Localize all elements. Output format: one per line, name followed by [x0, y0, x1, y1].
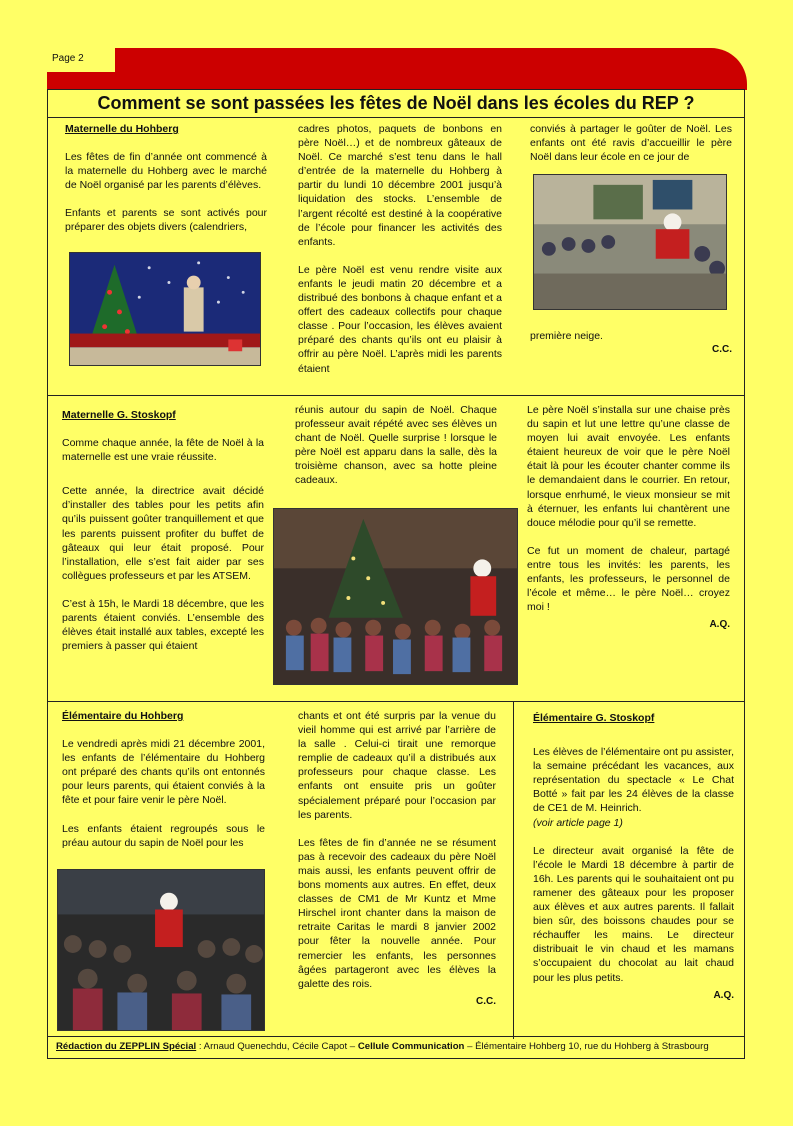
section-maternelle-hohberg-col3: [530, 122, 732, 178]
paragraph: Comme chaque année, la fête de Noël à la maternelle est une vraie réussite.: [62, 437, 264, 464]
footer-unit: Cellule Communication: [357, 1041, 465, 1052]
paragraph: Ce fut un moment de chaleur, partagé entre tous les invités: les parents, les enfants, les professeurs, le personnel de l’école et même… le père Noël… croyez moi !: [527, 544, 730, 614]
paragraph: cadres photos, paquets de bonbons en père Noël…) et de nombreux gâteaux de Noël. Ce marché s’est tenu dans le hall d’entrée de la maternelle du Hohberg à partir du lundi 10 décembre 2001 jusqu’à liquidation des stocks. L’ensemble de l’argent récolté est destiné à la coopérative de l’école pour financer les activités des enfants.: [298, 123, 502, 248]
section-maternelle-hohberg-col3-end: [530, 329, 732, 357]
paragraph: conviés à partager le goûter de Noël. Les enfants ont été ravis d’accueillir le père Noël dans leur école en ce jour de: [530, 123, 732, 164]
paragraph: Le père Noël est venu rendre visite aux enfants le jeudi matin 20 décembre et a distribué des bonbons à chaque enfant et a offert des cadeaux collectifs pour chaque classe . Pour l’occasion, les élèves avaient préparé des chants qu’ils ont eu plaisir à offrir au père Noël. L’après midi les parents étaient: [298, 263, 502, 375]
christmas-market-photo: [69, 252, 261, 366]
paragraph: Les enfants étaient regroupés sous le préau autour du sapin de Noël pour les: [62, 822, 265, 849]
signature: C.C.: [476, 995, 496, 1007]
paragraph: réunis autour du sapin de Noël. Chaque professeur avait répété avec ses élèves un chant de Noël. Quelle surprise ! lorsque le père Noël est apparu dans la salle, dès la troisième chanson, avec sa hotte pleine cadeaux.: [295, 404, 497, 487]
paragraph: C’est à 15h, le Mardi 18 décembre, que les parents étaient conviés. L’ensemble des élèves était installé aux tables, excepté les premiers à passer qui étaient: [62, 597, 264, 653]
section-divider: [48, 701, 744, 702]
section-maternelle-stoskopf-col2: [295, 403, 497, 502]
page-number-tab: Page 2: [47, 48, 115, 72]
section-heading: Élémentaire G. Stoskopf: [533, 712, 655, 724]
section-divider: [48, 395, 744, 396]
paragraph: Le vendredi après midi 21 décembre 2001, les enfants de l’élémentaire du Hohberg ont préparé des chants qu’ils ont entonnés pour leurs parents, qui étaient conviés à la fête et pour faire venir le père Noël.: [62, 738, 265, 807]
footer-address: – Élémentaire Hohberg 10, rue du Hohberg à Strasbourg: [464, 1041, 709, 1052]
paragraph: Le père Noël s’installa sur une chaise près du sapin et lut une lettre qu’une classe de moyen lui avait envoyée. Les enfants étaient heureux de voir que le père Noël était là pour les écouter chanter comme ils le demandaient dans le courrier. En retour, lorsque enrhumé, le vieux monsieur se mit à éternuer, les enfants lui chantèrent une douce mélodie pour qu’il se remette.: [527, 404, 730, 529]
article-frame: [47, 89, 745, 1059]
paragraph: chants et ont été surpris par la venue du vieil homme qui est arrivé par l’arrière de la salle . Celui-ci tirait une remorque remplie de cadeaux qu’il a distribués aux professeurs pour chaque classe. Les enfants ont ensuite pris un goûter spécialement préparé pour l’occasion par les parents.: [298, 710, 496, 821]
section-heading: Élémentaire du Hohberg: [62, 710, 184, 722]
section-maternelle-stoskopf-col1: [62, 408, 264, 667]
christmas-tree-photo: [273, 508, 518, 685]
signature: A.Q.: [709, 619, 730, 631]
paragraph: première neige.: [530, 330, 603, 342]
santa-schoolyard-photo: [57, 869, 265, 1031]
santa-visit-photo: [533, 174, 727, 310]
column-divider: [513, 701, 514, 1039]
header-band: [47, 48, 747, 90]
section-heading: Maternelle du Hohberg: [65, 123, 179, 135]
footer-credits: [48, 1036, 744, 1058]
paragraph: Cette année, la directrice avait décidé d’installer des tables pour les petits afin qu’ils puissent goûter tranquillement et que les parents puissent profiter du buffet de gâteaux qui leur était proposé. Pour l’installation, elle s’est fait aider par ses collègues professeurs et par les ATSEM.: [62, 485, 264, 582]
section-heading: Maternelle G. Stoskopf: [62, 409, 176, 421]
section-elementaire-hohberg-col2: [298, 709, 496, 1009]
section-maternelle-stoskopf-col3: [527, 403, 730, 632]
signature: C.C.: [712, 344, 732, 356]
paragraph: Les fêtes de fin d’année ont commencé à la maternelle du Hohberg avec le marché de Noël organisé par les parents d’élèves.: [65, 151, 267, 192]
article-reference: (voir article page 1): [533, 816, 623, 829]
page-title: Comment se sont passées les fêtes de Noël dans les écoles du REP ?: [48, 90, 744, 118]
section-maternelle-hohberg-col1: [65, 122, 267, 249]
paragraph: Les fêtes de fin d’année ne se résument pas à recevoir des cadeaux du père Noël mais aussi, les enfants peuvent offrir de bons moments aux autres. En effet, deux classes de CM1 de Mr Kuntz et Mme Hirschel iront chanter dans la maison de retraite Caritas le mardi 8 janvier 2002 pour fêter la nouvelle année. Pour remercier les enfants, les personnes âgées partageront avec les élèves la galette des rois.: [298, 836, 496, 990]
section-elementaire-hohberg-col1: [62, 709, 265, 864]
paragraph: Les élèves de l’élémentaire ont pu assister, la semaine précédant les vacances, aux représentation du spectacle « Le Chat Botté » fait par les 24 élèves de la classe de CE1 de M. Heinrich.: [533, 746, 734, 815]
signature: A.Q.: [713, 989, 734, 1001]
paragraph: Le directeur avait organisé la fête de l’école le Mardi 18 décembre à partir de 16h. Les parents qui le souhaitaient ont pu ramener des gâteaux pour les proposer aux élèves et aux autres parents. Il fallait bien sûr, des boissons chaudes pour se réchauffer les mains. Le directeur distribuait le vin chaud et les mamans s’occupaient du chocolat au lait chaud pour les plus petits.: [533, 844, 734, 984]
section-maternelle-hohberg-col2: [298, 122, 502, 390]
section-elementaire-stoskopf: [533, 711, 734, 1003]
footer-label: Rédaction du ZEPPLIN Spécial: [56, 1041, 197, 1052]
footer-authors: : Arnaud Quenechdu, Cécile Capot –: [196, 1041, 358, 1052]
paragraph: Enfants et parents se sont activés pour préparer des objets divers (calendriers,: [65, 207, 267, 234]
